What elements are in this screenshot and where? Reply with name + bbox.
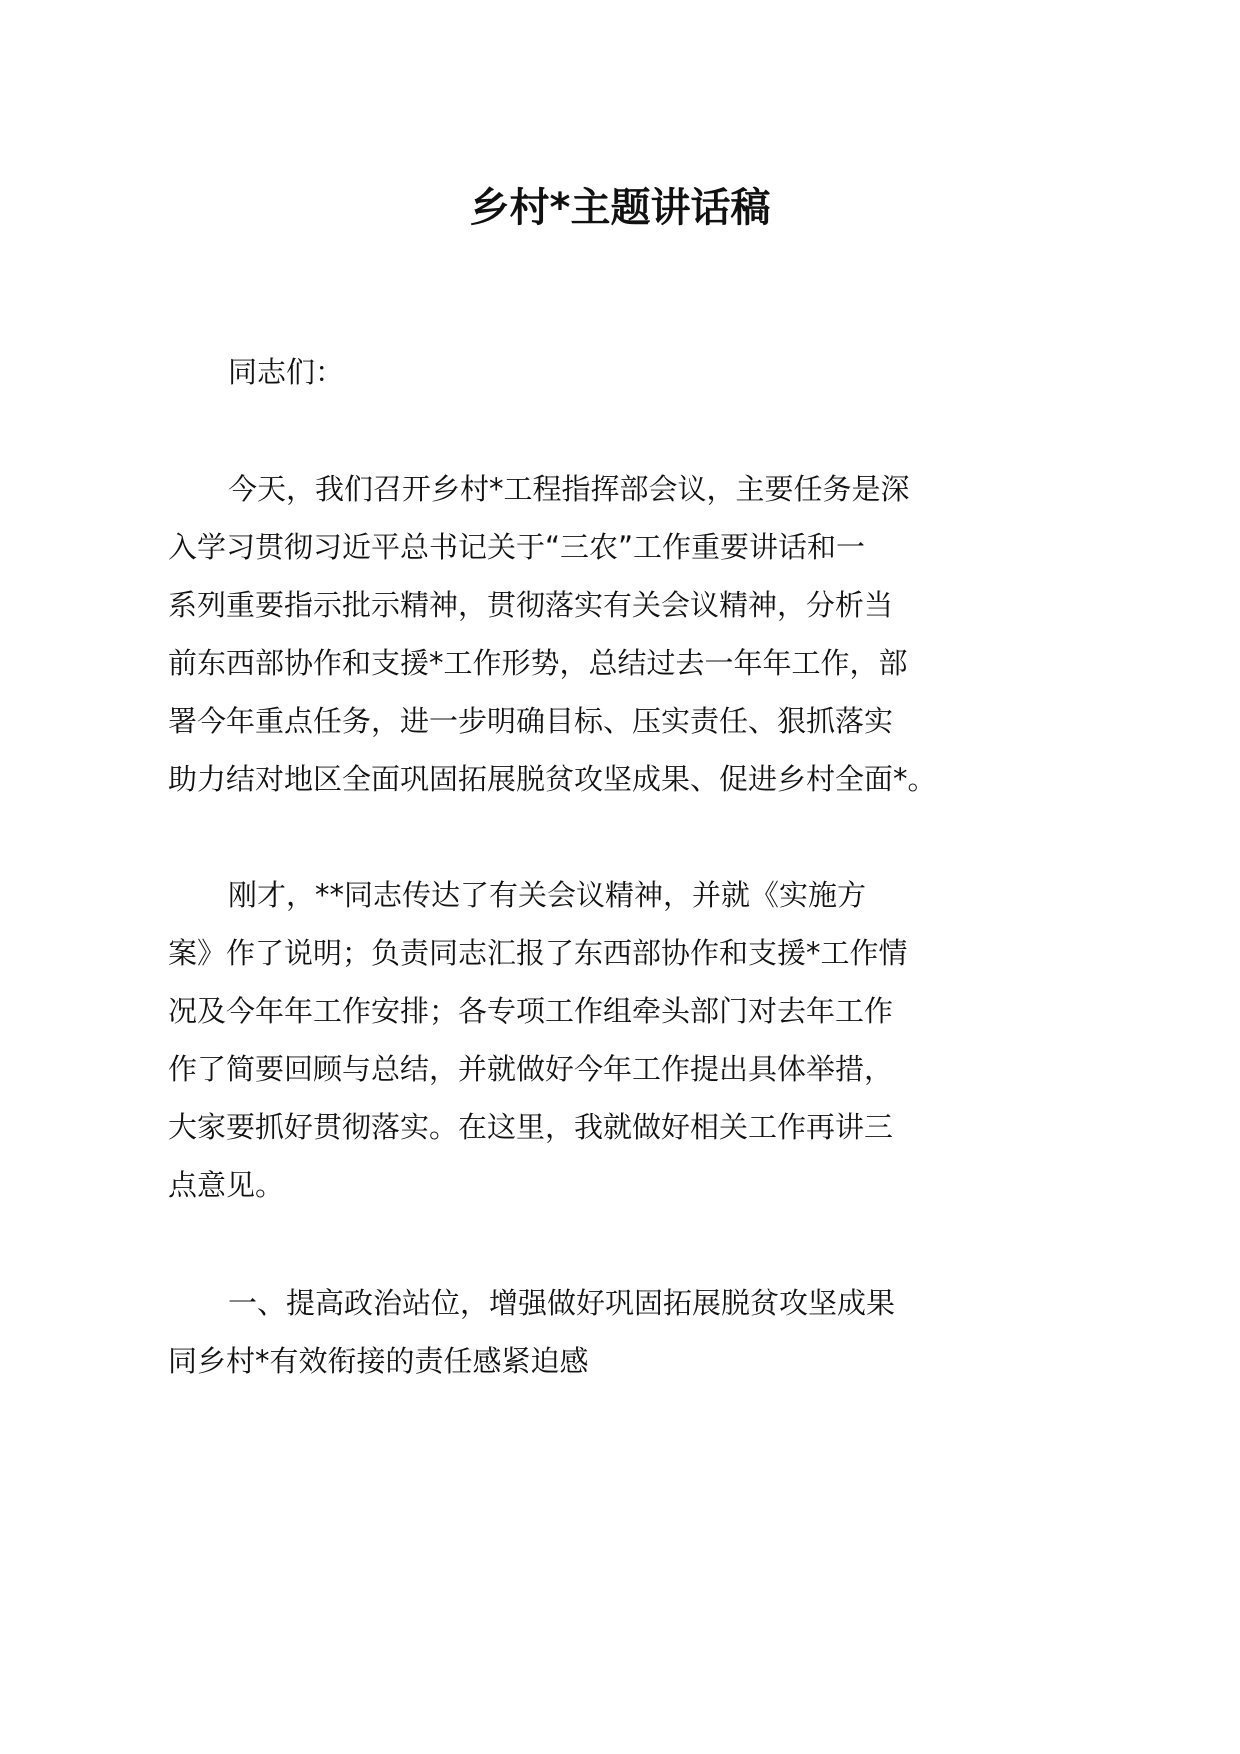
document-title: 乡村*主题讲话稿 [469, 185, 771, 231]
paragraph-line: 案》作了说明；负责同志汇报了东西部协作和支援*工作情 [168, 936, 908, 970]
paragraph-line: 署今年重点任务，进一步明确目标、压实责任、狠抓落实 [168, 704, 894, 738]
paragraph-line: 今天，我们召开乡村*工程指挥部会议，主要任务是深 [228, 472, 910, 506]
paragraph-line: 刚才，**同志传达了有关会议精神，并就《实施方 [228, 878, 867, 912]
paragraph-line: 作了简要回顾与总结，并就做好今年工作提出具体举措， [168, 1052, 894, 1086]
paragraph-line: 大家要抓好贯彻落实。在这里，我就做好相关工作再讲三 [168, 1110, 894, 1144]
paragraph-line: 系列重要指示批示精神，贯彻落实有关会议精神，分析当 [168, 588, 894, 622]
paragraph-line: 助力结对地区全面巩固拓展脱贫攻坚成果、促进乡村全面*。 [168, 762, 937, 796]
paragraph-line: 入学习贯彻习近平总书记关于“三农”工作重要讲话和一 [168, 530, 866, 564]
paragraph-line: 点意见。 [168, 1168, 285, 1202]
heading-line: 一、提高政治站位，增强做好巩固拓展脱贫攻坚成果 [228, 1286, 896, 1320]
paragraph-line: 前东西部协作和支援*工作形势，总结过去一年年工作，部 [168, 646, 908, 680]
salutation: 同志们： [228, 355, 345, 389]
paragraph-line: 况及今年年工作安排；各专项工作组牵头部门对去年工作 [168, 994, 894, 1028]
heading-line: 同乡村*有效衔接的责任感紧迫感 [168, 1344, 589, 1378]
